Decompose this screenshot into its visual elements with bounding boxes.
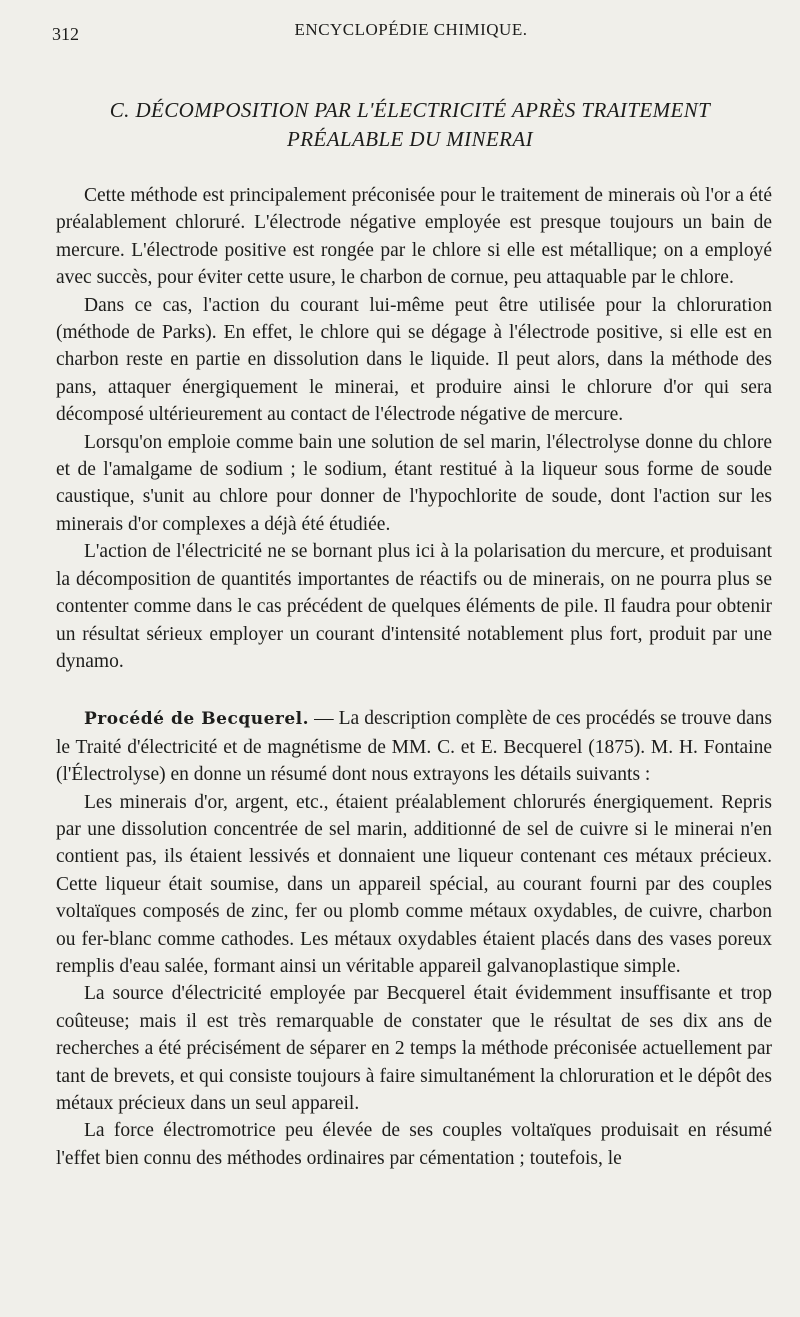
page-number: 312 (52, 24, 79, 44)
paragraph: Cette méthode est principalement préconisée pour le traitement de minerais où l'or a été préalablement chloruré. L'électrode négative employée est presque toujours un bain de mercure. L'électrode positive est rongée par le chlore si elle est métallique; on a employé avec succès, pour éviter cette usure, le charbon de cornue, peu attaquable par le chlore. (56, 185, 772, 289)
paragraph: Lorsqu'on emploie comme bain une solution de sel marin, l'électrolyse donne du chlore et de l'amalgame de sodium ; le sodium, étant restitué à la liqueur sous forme de soude caustique, s'unit au chlore pour donner de l'hypochlorite de soude, dont l'action sur les minerais d'or complexes a déjà été étudiée. (56, 431, 772, 535)
section-heading-line-2: PRÉALABLE DU MINERAI (287, 127, 533, 151)
run-in-heading: Procédé de Becquerel. (84, 709, 310, 730)
running-head (52, 18, 770, 48)
paragraph: Dans ce cas, l'action du courant lui-même peut être utilisée pour la chloruration (méthode de Parks). En effet, le chlore qui se dégage à l'électrode positive, si elle est en charbon reste en partie en dissolution dans le liquide. Il peut alors, dans la méthode des pans, attaquer énergiquement le minerai, et produire ainsi le chlorure d'or qui sera décomposé ultérieurement au contact de l'électrode négative de mercure. (56, 294, 772, 426)
paragraph: L'action de l'électricité ne se bornant plus ici à la polarisation du mercure, et produisant la décomposition de quantités importantes de réactifs ou de minerais, on ne pourra plus se contenter comme dans le cas précédent de quelques éléments de pile. Il faudra pour obtenir un résultat sérieux employer un courant d'intensité notablement plus fort, produit par une dynamo. (56, 541, 772, 672)
section-heading-line-1: C. DÉCOMPOSITION PAR L'ÉLECTRICITÉ APRÈS TRAITEMENT (109, 98, 711, 122)
body-text (56, 182, 772, 1172)
becquerel-text: — La description complète de ces procédés se trouve dans le Traité d'électricité et de magnétisme de MM. C. et E. Becquerel (1875). M. H. Fontaine (l'Électrolyse) en donne un résumé dont nous extrayons les détails suivants : (56, 708, 772, 786)
section-heading (60, 96, 760, 154)
section-spacer (56, 675, 772, 705)
paragraph: La force électromotrice peu élevée de ses couples voltaïques produisait en résumé l'effet bien connu des méthodes ordinaires par cémentation ; toutefois, le (56, 1120, 772, 1169)
paragraph: Les minerais d'or, argent, etc., étaient préalablement chlorurés énergiquement. Repris par une dissolution concentrée de sel marin, additionné de sel de cuivre si le minerai n'en contient pas, ils étaient lessivés et donnaient une liqueur contenant ces métaux précieux. Cette liqueur était soumise, dans un appareil spécial, au courant fourni par des couples voltaïques composés de zinc, fer ou plomb comme métaux oxydables, de cuivre, charbon ou fer-blanc comme cathodes. Les métaux oxydables étaient placés dans des vases poreux remplis d'eau salée, formant ainsi un véritable appareil galvanoplastique simple. (56, 791, 772, 977)
journal-title: ENCYCLOPÉDIE CHIMIQUE. (294, 20, 528, 39)
paragraph: La source d'électricité employée par Becquerel était évidemment insuffisante et trop coûteuse; mais il est très remarquable de constater que le résultat de ses dix ans de recherches a été précisément de séparer en 2 temps la méthode préconisée actuellement par tant de brevets, et qui consiste toujours à faire simultanément la chloruration et le dépôt des métaux précieux dans un seul appareil. (56, 983, 772, 1114)
becquerel-paragraph (56, 705, 772, 788)
